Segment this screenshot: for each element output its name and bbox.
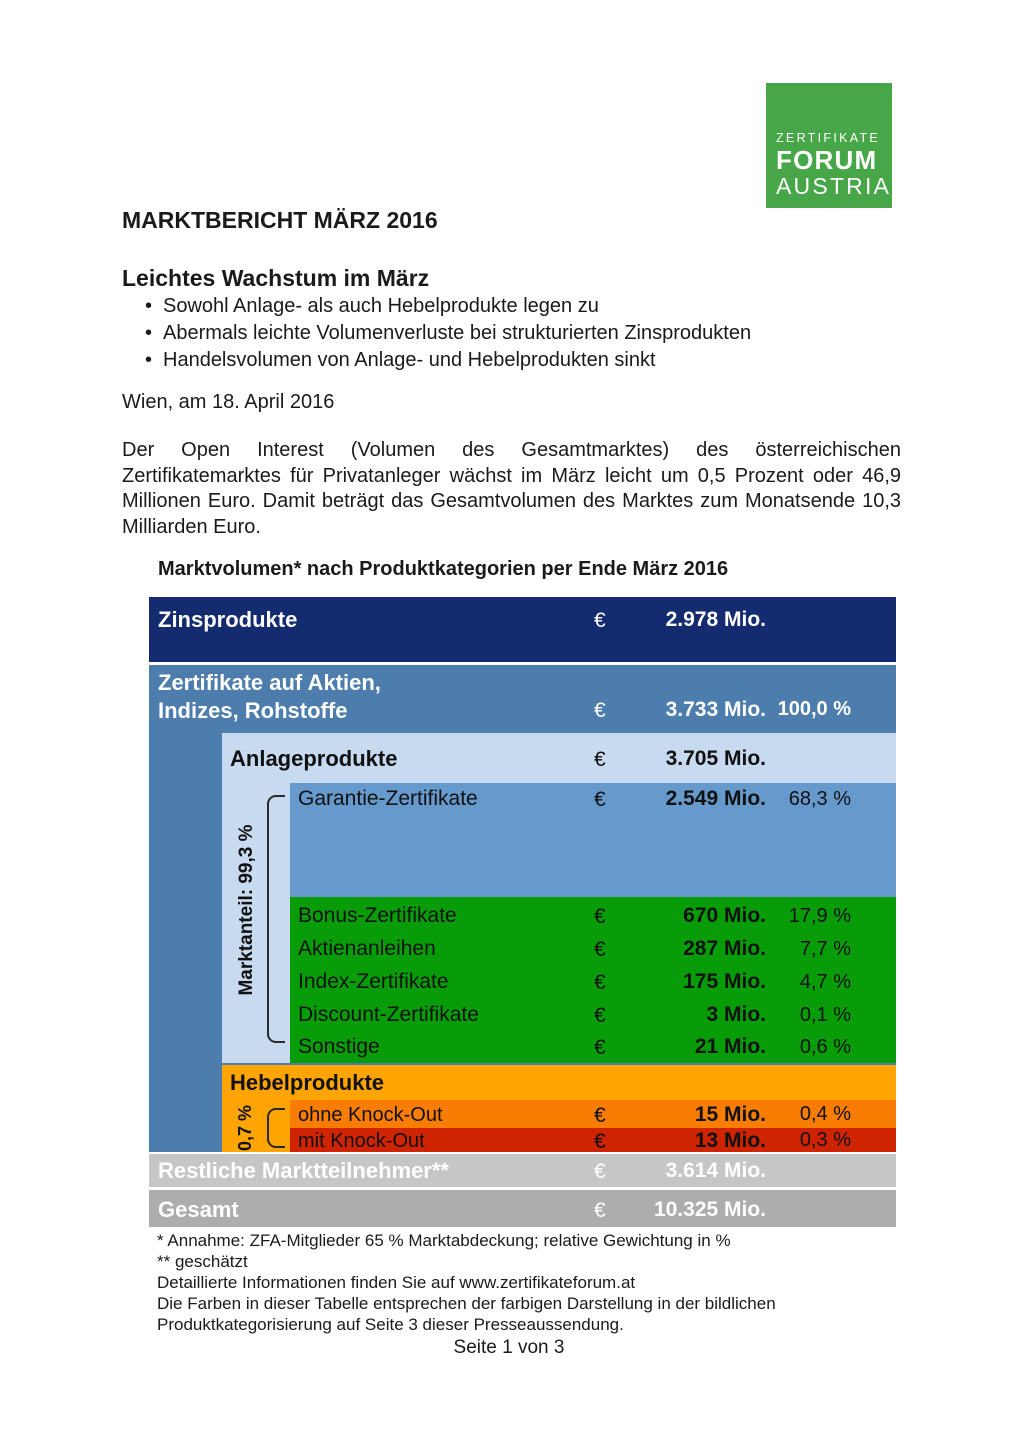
bullet-text: Abermals leichte Volumenverluste bei strukturierten Zinsprodukten (163, 322, 752, 344)
bullet-item (145, 293, 751, 320)
zertifikate-forum-austria-logo (766, 83, 892, 208)
hebel-share-bracket (267, 1108, 285, 1148)
document-title: MARKTBERICHT MÄRZ 2016 (122, 207, 438, 233)
currency-symbol: € (594, 971, 606, 994)
row-percent: 4,7 % (799, 971, 851, 993)
currency-symbol: € (594, 1199, 606, 1222)
logo-line-zertifikate: ZERTIFIKATE (776, 131, 881, 145)
footnote: ** geschätzt (157, 1252, 248, 1271)
footnote: Die Farben in dieser Tabelle entsprechen der farbigen Darstellung in der bildlichen Produktkategorisierung auf Seite 3 dieser Presseaussendung. (157, 1294, 776, 1334)
row-label: Hebelprodukte (230, 1070, 385, 1095)
anlage-share-bracket (267, 795, 285, 1043)
row-label: ohne Knock-Out (298, 1104, 443, 1126)
footnote: * Annahme: ZFA-Mitglieder 65 % Marktabdeckung; relative Gewichtung in % (157, 1231, 731, 1250)
row-percent: 7,7 % (799, 938, 851, 960)
currency-symbol: € (594, 1160, 606, 1183)
bullet-icon: • (145, 322, 153, 344)
bullet-icon: • (145, 349, 153, 371)
row-label: Gesamt (158, 1197, 239, 1222)
bullet-icon: • (145, 295, 153, 317)
row-label: mit Knock-Out (298, 1130, 425, 1152)
bullet-item (145, 347, 751, 374)
row-value: 3.614 Mio. (665, 1159, 766, 1182)
section-heading: Leichtes Wachstum im März (122, 265, 430, 291)
table-title: Marktvolumen* nach Produktkategorien per Ende März 2016 (158, 558, 729, 580)
currency-symbol: € (594, 905, 606, 928)
row-percent: 0,1 % (799, 1004, 851, 1026)
row-percent: 17,9 % (788, 905, 851, 927)
lead-paragraph: Der Open Interest (Volumen des Gesamtmarktes) des österreichischen Zertifikatemarktes für Privatanleger wächst im März leicht um 0,5 Prozent oder 46,9 Millionen Euro. Damit beträgt das Gesamtvolumen des Marktes zum Monatsende 10,3 Milliarden Euro. (122, 439, 901, 538)
currency-symbol: € (594, 1004, 606, 1027)
bullet-item (145, 320, 751, 347)
row-value: 287 Mio. (683, 937, 766, 960)
currency-symbol: € (594, 1104, 606, 1127)
currency-symbol: € (594, 748, 606, 771)
row-value: 3.733 Mio. (665, 698, 766, 721)
row-value: 13 Mio. (694, 1129, 766, 1152)
row-label: Bonus-Zertifikate (298, 904, 457, 927)
row-percent: 68,3 % (788, 788, 851, 810)
row-value: 10.325 Mio. (653, 1198, 766, 1221)
row-percent: 0,6 % (799, 1036, 851, 1058)
logo-line-forum: FORUM (776, 145, 878, 175)
row-percent: 0,3 % (799, 1129, 851, 1151)
currency-symbol: € (594, 699, 606, 722)
row-value: 670 Mio. (683, 904, 766, 927)
row-label: Sonstige (298, 1035, 380, 1058)
row-label: Discount-Zertifikate (298, 1003, 479, 1026)
row-value: 2.549 Mio. (665, 787, 766, 810)
row-label: Zinsprodukte (158, 607, 298, 632)
row-label: Garantie-Zertifikate (298, 787, 478, 810)
dateline: Wien, am 18. April 2016 (122, 391, 335, 413)
currency-symbol: € (594, 1130, 606, 1153)
currency-symbol: € (594, 1036, 606, 1059)
footnote: Detaillierte Informationen finden Sie auf www.zertifikateforum.at (157, 1273, 636, 1292)
row-percent: 0,4 % (799, 1103, 851, 1125)
marktanteil-share-label: Marktanteil: 99,3 % (236, 824, 257, 996)
market-volume-table (149, 597, 896, 1228)
page-number: Seite 1 von 3 (453, 1337, 565, 1358)
currency-symbol: € (594, 938, 606, 961)
footnotes (157, 1230, 805, 1335)
row-label: Anlageprodukte (230, 746, 398, 771)
bullet-text: Sowohl Anlage- als auch Hebelprodukte legen zu (163, 295, 599, 317)
currency-symbol: € (594, 609, 606, 632)
row-label: Aktienanleihen (298, 937, 436, 960)
row-value: 3 Mio. (706, 1003, 766, 1026)
row-label: Index-Zertifikate (298, 970, 449, 993)
gesamt-band (149, 1190, 896, 1227)
row-label: Restliche Marktteilnehmer** (158, 1158, 449, 1183)
row-value: 2.978 Mio. (665, 608, 766, 631)
currency-symbol: € (594, 788, 606, 811)
hebel-share-label: 0,7 % (235, 1104, 255, 1152)
row-percent: 100,0 % (777, 698, 851, 720)
bullet-text: Handelsvolumen von Anlage- und Hebelprodukten sinkt (163, 349, 656, 371)
row-value: 15 Mio. (694, 1103, 766, 1126)
row-label: Zertifikate auf Aktien, Indizes, Rohstoffe (158, 670, 381, 723)
row-value: 21 Mio. (694, 1035, 766, 1058)
bullet-list (145, 293, 751, 374)
row-value: 175 Mio. (683, 970, 766, 993)
row-value: 3.705 Mio. (665, 747, 766, 770)
logo-line-austria: AUSTRIA (776, 173, 892, 199)
